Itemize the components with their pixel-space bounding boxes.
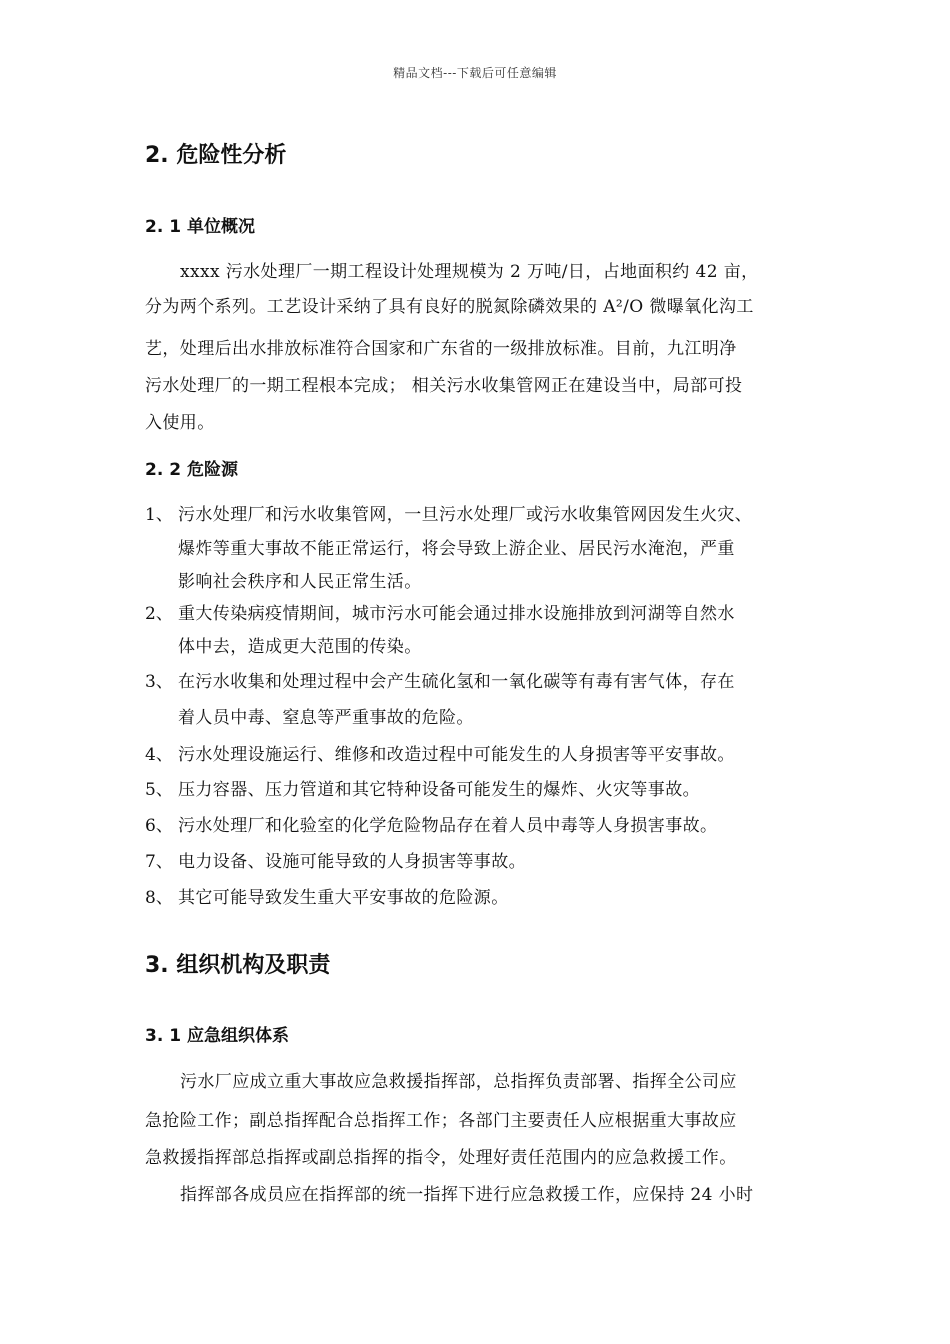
s21-line-1: xxxx 污水处理厂一期工程设计处理规模为 2 万吨/日，占地面积约 42 亩， bbox=[180, 262, 759, 282]
hazard-4-line-1: 污水处理设施运行、维修和改造过程中可能发生的人身损害等平安事故。 bbox=[178, 745, 735, 765]
hazard-6-number: 6、 bbox=[145, 816, 173, 836]
hazard-8-number: 8、 bbox=[145, 888, 173, 908]
hazard-7-line-1: 电力设备、设施可能导致的人身损害等事故。 bbox=[178, 852, 526, 872]
hazard-3-line-1: 在污水收集和处理过程中会产生硫化氢和一氧化碳等有毒有害气体，存在 bbox=[178, 672, 735, 692]
hazard-1-line-1: 污水处理厂和污水收集管网，一旦污水处理厂或污水收集管网因发生火灾、 bbox=[178, 505, 753, 525]
hazard-8-line-1: 其它可能导致发生重大平安事故的危险源。 bbox=[178, 888, 509, 908]
s31-p1-line-2: 急抢险工作；副总指挥配合总指挥工作；各部门主要责任人应根据重大事故应 bbox=[145, 1111, 737, 1131]
hazard-5-number: 5、 bbox=[145, 780, 173, 800]
hazard-1-line-2: 爆炸等重大事故不能正常运行，将会导致上游企业、居民污水淹泡，严重 bbox=[178, 539, 735, 559]
section-2-heading: 2. 危险性分析 bbox=[145, 143, 287, 168]
hazard-3-line-2: 着人员中毒、窒息等严重事故的危险。 bbox=[178, 708, 474, 728]
s31-p1-line-3: 急救援指挥部总指挥或副总指挥的指令，处理好责任范围内的应急救援工作。 bbox=[145, 1148, 737, 1168]
s21-line-4: 污水处理厂的一期工程根本完成； 相关污水收集管网正在建设当中，局部可投 bbox=[145, 376, 743, 396]
s21-line-5: 入使用。 bbox=[145, 413, 215, 433]
hazard-3-number: 3、 bbox=[145, 672, 173, 692]
section-3-heading: 3. 组织机构及职责 bbox=[145, 953, 331, 978]
hazard-7-number: 7、 bbox=[145, 852, 173, 872]
hazard-6-line-1: 污水处理厂和化验室的化学危险物品存在着人员中毒等人身损害事故。 bbox=[178, 816, 718, 836]
s31-p1-line-1: 污水厂应成立重大事故应急救援指挥部，总指挥负责部署、指挥全公司应 bbox=[180, 1072, 737, 1092]
hazard-5-line-1: 压力容器、压力管道和其它特种设备可能发生的爆炸、火灾等事故。 bbox=[178, 780, 700, 800]
section-2-2-heading: 2. 2 危险源 bbox=[145, 460, 238, 480]
hazard-2-number: 2、 bbox=[145, 604, 173, 624]
s21-line-2: 分为两个系列。工艺设计采纳了具有良好的脱氮除磷效果的 A²/O 微曝氧化沟工 bbox=[145, 297, 754, 317]
hazard-1-line-3: 影响社会秩序和人民正常生活。 bbox=[178, 572, 422, 592]
s21-line-3: 艺，处理后出水排放标准符合国家和广东省的一级排放标准。目前，九江明净 bbox=[145, 339, 737, 359]
hazard-1-number: 1、 bbox=[145, 505, 173, 525]
section-3-1-heading: 3. 1 应急组织体系 bbox=[145, 1026, 289, 1046]
hazard-2-line-1: 重大传染病疫情期间，城市污水可能会通过排水设施排放到河湖等自然水 bbox=[178, 604, 735, 624]
hazard-4-number: 4、 bbox=[145, 745, 173, 765]
page-header: 精品文档---下载后可任意编辑 bbox=[393, 66, 557, 80]
s31-p2-line-1: 指挥部各成员应在指挥部的统一指挥下进行应急救援工作，应保持 24 小时 bbox=[180, 1185, 754, 1205]
section-2-1-heading: 2. 1 单位概况 bbox=[145, 217, 255, 237]
hazard-2-line-2: 体中去，造成更大范围的传染。 bbox=[178, 637, 422, 657]
